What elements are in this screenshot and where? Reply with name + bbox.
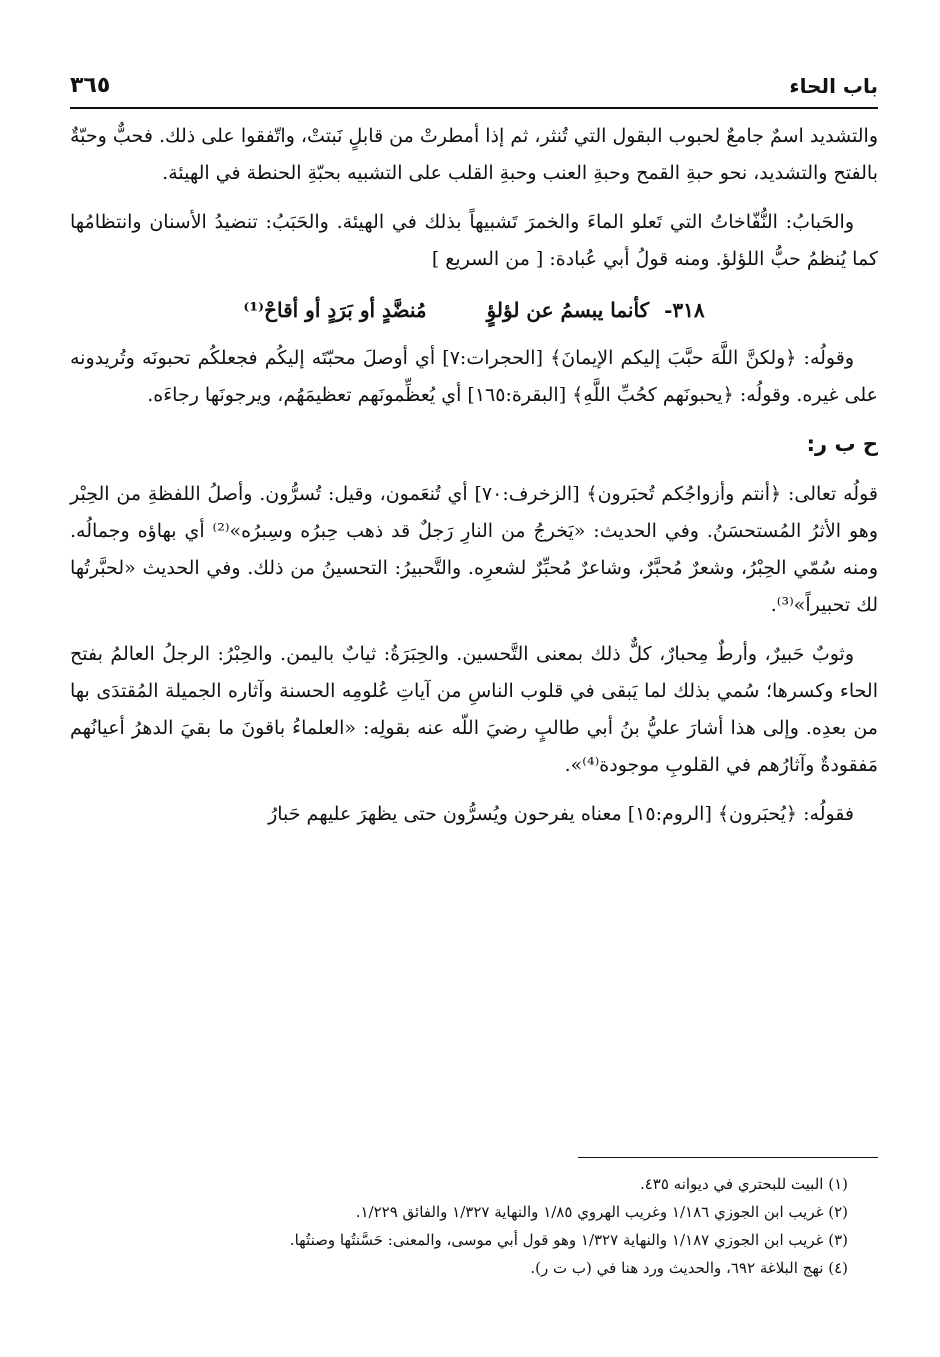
verse-first-half [487,290,705,330]
paragraph-2: والحَبابُ: النُّفّاخاتُ التي تَعلو الماءَ والخمرَ تَشبيهاً بذلك في الهيئة. والحَبَبُ: تنضيدُ الأسنان وانتظامُها كما يُنظمُ حبُّ اللؤلؤ. ومنه قولُ أبي عُبادة: [ من السريع ] [70,211,878,270]
root-heading: ح ب ر: [806,432,878,456]
page-header [70,60,878,98]
footnote: (٣) غريب ابن الجوزي ١/١٨٧ والنهاية ١/٣٢٧ وهو قول أبي موسى، والمعنى: حَسَّنتُها وصنتُها. [289,1231,848,1249]
footnote: (٢) غريب ابن الجوزي ١/١٨٦ وغريب الهروي ١/٨٥ والنهاية ١/٣٢٧ والفائق ١/٢٢٩. [355,1203,848,1221]
verse-number: ٣١٨- [664,298,705,322]
paragraph-6: فقولُه: ﴿يُحبَرون﴾ [الروم:١٥] معناه يفرحون ويُسرُّون حتى يظهرَ عليهم حَبارُ [268,803,854,825]
paragraph-5: وثوبٌ حَبيرٌ، وأرطٌ مِحبارٌ، كلٌّ ذلك بمعنى التَّحسين. والحِبَرَةُ: ثيابٌ باليمن. والحِبْرُ: الرجلُ العالمُ بفتح الحاء وكسرها؛ سُمي بذلك لما يَبقى في قلوب الناسِ من آياتِ عُلومِه الحسنة وآثاره الجميلة المُقتدَى بها من بعدِه. وإلى هذا أشارَ عليُّ بنُ أبي طالبٍ رضيَ اللّه عنه بقولِه: «العلماءُ باقونَ ما بقيَ الدهرُ أعيانُهم مَفقودةٌ وآثارُهم في القلوبِ موجودة⁽⁴⁾». [70,643,878,776]
paragraph-3: وقولُه: ﴿ولكنَّ اللَّهَ حبَّبَ إليكم الإيمانَ﴾ [الحجرات:٧] أي أوصلَ محبّتَه إليكُم فجعلكُم تحبونَه وتُريدونه على غيره. وقولُه: ﴿يحبونَهم كحُبِّ اللَّهِ﴾ [البقرة:١٦٥] أي يُعظِّمونَهم تعظيمَهُم، ويرجونَها رجاءَه. [70,347,878,406]
footnote-rule [578,1157,878,1158]
footnote: (١) البيت للبحتري في ديوانه ٤٣٥. [639,1175,848,1193]
paragraph-1: والتشديد اسمٌ جامعٌ لحبوب البقول التي تُنثر، ثم إذا أمطرتْ من قابلٍ نَبتتْ، واتّفقوا على ذلك. فحبٌّ وحبّةٌ بالفتح والتشديد، نحو حبةِ القمح وحبةِ العنب وحبةِ القلب على التشبيه بحبّةِ الحنطة في الهيئة. [70,125,879,184]
header-rule [70,107,878,109]
main-text [70,118,878,845]
page-number: ٣٦٥ [70,73,111,98]
footnotes [70,1170,848,1282]
verse-hemistich-2: مُنضَّدٍ أو بَرَدٍ أو أقاحْ⁽¹⁾ [243,298,427,322]
verse-hemistich-1: كأنما يبسمُ عن لؤلؤٍ [486,298,650,322]
poetry-verse [70,290,878,330]
paragraph-4: قولُه تعالى: ﴿أنتم وأزواجُكم تُحبَرون﴾ [الزخرف:٧٠] أي تُنعَمون، وقيل: تُسرُّون. وأصلُ اللفظةِ من الحِبْر وهو الأثرُ المُستحسَنُ. وفي الحديث: «يَخرجُ من النارِ رَجلٌ قد ذهب حِبرُه وسِبرُه»⁽²⁾ أي بهاؤه وجمالُه. ومنه سُمّي الحِبْرُ، وشعرٌ مُحبَّرٌ، وشاعرٌ مُحبِّرٌ لشعرِه. والتَّحبيرُ: التحسينُ من ذلك. وفي الحديث «لحبَّرتُها لك تحبيراً»⁽³⁾. [70,483,878,616]
chapter-title: باب الحاء [789,74,878,98]
footnote: (٤) نهج البلاغة ٦٩٢، والحديث ورد هنا في (ب ت ر). [530,1259,848,1277]
